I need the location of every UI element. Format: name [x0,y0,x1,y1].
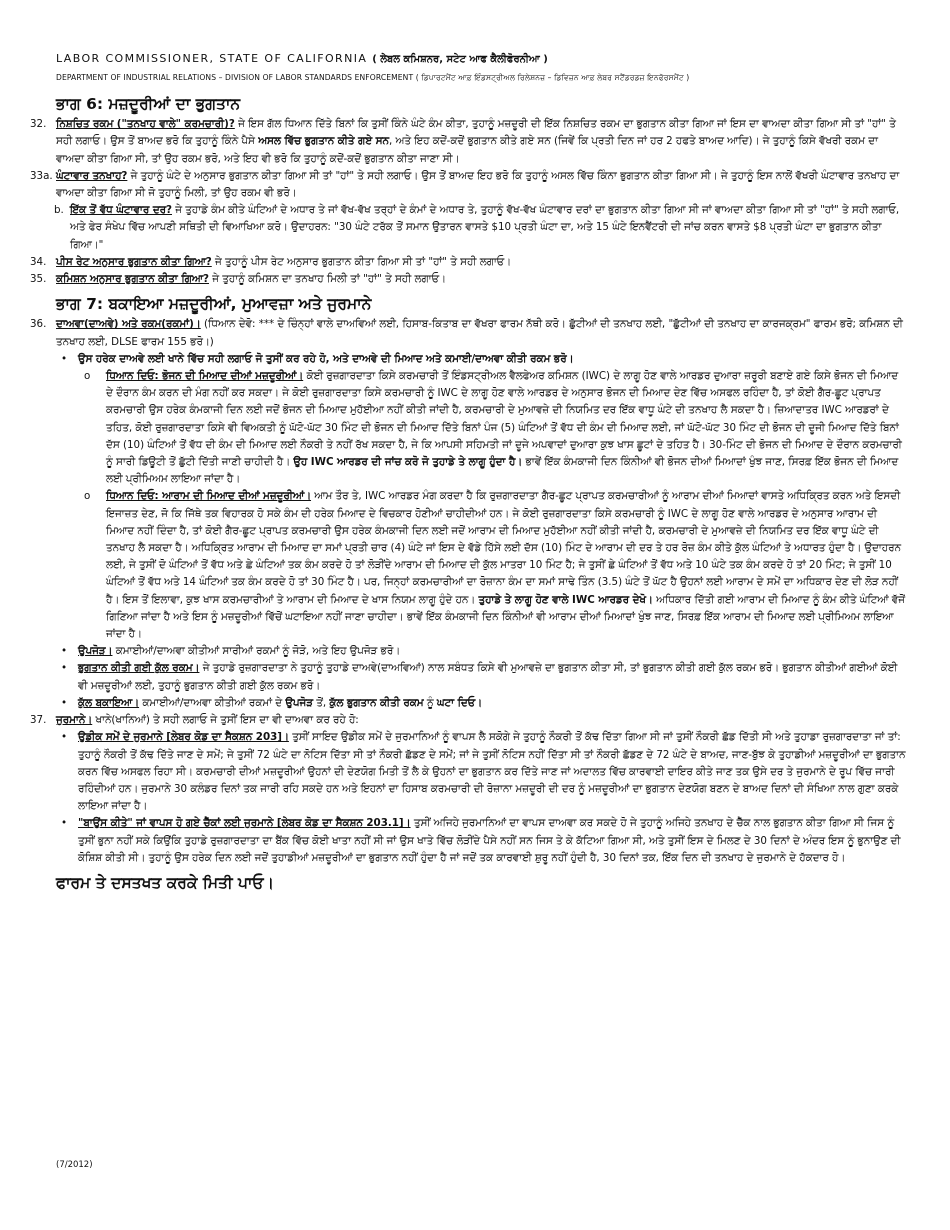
sub-text: ਅਧਿਕਾਰ ਦਿੱਤੀ ਗਈ ਆਰਾਮ ਦੀ ਮਿਆਦ ਨੂੰ ਕੰਮ ਕੀਤੇ ਘੰਟਿਆਂ ਵੱਜੋਂ ਗਿਣਿਆ ਜਾਂਦਾ ਹੈ ਅਤੇ ਇਸ ਨੂੰ ਮਜ਼ਦੂਰੀਆਂ ਵਿੱਚੋਂ ਘਟਾਇਆ ਨਹੀਂ ਜਾਣਾ ਚਾਹੀਦਾ। ਭਾਵੇਂ ਇੱਕ ਕੰਮਕਾਜੀ ਦਿਨ ਕਿੰਨੀਆਂ ਵੀ ਆਰਾਮ ਦੀਆਂ ਮਿਆਦਾਂ ਖੁੰਝ ਜਾਣ, ਸਿਰਫ਼ ਇੱਕ ਆਰਾਮ ਦੀ ਮਿਆਦ ਲਈ ਪ੍ਰੀਮਿਅਮ ਲਾਇਆ ਜਾਂਦਾ ਹੈ। [106,593,905,641]
item-37 [30,712,906,729]
sub-rest-period [56,488,906,643]
item-32 [30,116,906,168]
sub-bold-text: ਤੁਹਾਡੇ ਤੇ ਲਾਗੂ ਹੋਣ ਵਾਲੇ IWC ਆਰਡਰ ਦੇਖੋ। [478,593,653,606]
bullet-total-paid [56,660,906,694]
item-34 [30,254,906,271]
circle-bullet-icon: o [84,370,91,383]
bullet-icon: • [61,662,68,675]
bullet-bold-text: ਕੁੱਲ ਭੁਗਤਾਨ ਕੀਤੀ ਰਕਮ [329,696,424,709]
bullet-heading: ਕੁੱਲ ਬਕਾਇਆ। [78,696,140,709]
item-heading: ਪੀਸ ਰੇਟ ਅਨੁਸਾਰ ਭੁਗਤਾਨ ਕੀਤਾ ਗਿਆ? [56,255,212,268]
item-bold-text: ਅਸਲ ਵਿੱਚ ਭੁਗਤਾਨ ਕੀਤੇ ਗਏ ਸਨ [258,135,389,148]
item-33a [30,168,906,202]
item-text: ਜੇ ਤੁਹਾਨੂੰ ਘੰਟੇ ਦੇ ਅਨੁਸਾਰ ਭੁਗਤਾਨ ਕੀਤਾ ਗਿਆ ਸੀ ਤਾਂ "ਹਾਂ" ਤੇ ਸਹੀ ਲਗਾਓ। ਉਸ ਤੋਂ ਬਾਅਦ ਇਹ ਭਰੋ ਕਿ ਤੁਹਾਨੂੰ ਅਸਲ ਵਿੱਚ ਕਿੰਨਾ ਭੁਗਤਾਨ ਕੀਤਾ ਗਿਆ ਸੀ। ਜੇ ਤੁਹਾਨੂੰ ਇਸ ਨਾਲੋਂ ਵੱਖਰੀ ਘੰਟਾਵਾਰ ਤਨਖਾਹ ਦਾ ਵਾਅਦਾ ਕੀਤਾ ਗਿਆ ਸੀ ਜੋ ਤੁਹਾਨੂੰ ਮਿਲੀ, ਤਾਂ ਉਹ ਰਕਮ ਵੀ ਭਰੋ। [56,169,900,200]
sub-meal-period [56,368,906,488]
item-text: , ਅਤੇ ਇਹ ਕਦੋਂ-ਕਦੋਂ ਭੁਗਤਾਨ ਕੀਤੇ ਗਏ ਸਨ (ਜਿਵੇਂ ਕਿ ਪ੍ਰਤੀ ਦਿਨ ਜਾਂ ਹਰ 2 ਹਫਤੇ ਬਾਅਦ ਆਦਿ)। ਜੇ ਤੁਹਾਨੂੰ ਕਿਸੇ ਵੱਖਰੀ ਰਕਮ ਦਾ ਵਾਅਦਾ ਕੀਤਾ ਗਿਆ ਸੀ, ਤਾਂ ਉਹ ਰਕਮ ਭਰੋ, ਅਤੇ ਇਹ ਵੀ ਭਰੋ ਕਿ ਤੁਹਾਨੂੰ ਕਦੋਂ-ਕਦੋਂ ਭੁਗਤਾਨ ਕੀਤਾ ਜਾਣਾ ਸੀ। [56,135,878,165]
item-number: 37. [30,714,47,727]
sub-text: ਕੋਈ ਰੁਜ਼ਗਾਰਦਾਤਾ ਕਿਸੇ ਕਰਮਚਾਰੀ ਤੋਂ ਇੰਡਸਟ੍ਰੀਅਲ ਵੈਲਫੇਅਰ ਕਮਿਸ਼ਨ (IWC) ਦੇ ਲਾਗੂ ਹੋਣ ਵਾਲੇ ਆਰਡਰ ਦੁਆਰਾ ਜ਼ਰੂਰੀ ਬਣਾਏ ਗਏ ਕਿਸੇ ਭੋਜਨ ਦੀ ਮਿਆਦ ਦੇ ਦੌਰਾਨ ਕੰਮ ਕਰਨ ਦੀ ਮੰਗ ਨਹੀਂ ਕਰ ਸਕਦਾ। ਜੇ ਕੋਈ ਰੁਜ਼ਗਾਰਦਾਤਾ ਕਿਸੇ ਕਰਮਚਾਰੀ ਨੂੰ IWC ਦੇ ਲਾਗੂ ਹੋਣ ਵਾਲੇ ਆਰਡਰ ਦੇ ਅਨੁਸਾਰ ਭੋਜਨ ਦੀ ਮਿਆਦ ਦੇਣ ਵਿੱਚ ਅਸਫਲ ਰਹਿੰਦਾ ਹੈ, ਤਾਂ ਕੋਈ ਗੈਰ-ਛੂਟ ਪ੍ਰਾਪਤ ਕਰਮਚਾਰੀ ਉਸ ਹਰੇਕ ਕੰਮਕਾਜੀ ਦਿਨ ਲਈ ਜਦੋਂ ਭੋਜਨ ਦੀ ਮਿਆਦ ਮੁਹੱਈਆ ਨਹੀਂ ਕੀਤੀ ਜਾਂਦੀ ਹੈ, ਕਰਮਚਾਰੀ ਦੇ ਮੁਆਵਜ਼ੇ ਦੀ ਨਿਯਮਿਤ ਦਰ ਇੱਕ ਵਾਧੂ ਘੰਟੇ ਦੀ ਤਨਖਾਹ ਲੈ ਸਕਦਾ ਹੈ। ਜ਼ਿਆਦਾਤਰ IWC ਆਰਡਰਾਂ ਦੇ ਤਹਿਤ, ਕੋਈ ਰੁਜ਼ਗਾਰਦਾਤਾ ਕਿਸੇ ਵੀ ਵਿਅਕਤੀ ਨੂੰ ਘੱਟੋ-ਘੱਟ 30 ਮਿੰਟ ਦੀ ਭੋਜਨ ਦੀ ਮਿਆਦ ਦਿੱਤੇ ਬਿਨਾਂ ਪੰਜ (5) ਘੰਟਿਆਂ ਤੋਂ ਵੱਧ ਦੀ ਕੰਮ ਦੀ ਮਿਆਦ ਲਈ, ਜਾਂ ਘੱਟੋ-ਘੱਟ 30 ਮਿੰਟ ਦੀ ਭੋਜਨ ਦੀ ਦੂਜੀ ਮਿਆਦ ਦਿੱਤੇ ਬਿਨਾਂ ਦੱਸ (10) ਘੰਟਿਆਂ ਤੋਂ ਵੱਧ ਦੀ ਕੰਮ ਦੀ ਮਿਆਦ ਲਈ ਨੌਕਰੀ ਤੇ ਨਹੀਂ ਰੱਖ ਸਕਦਾ ਹੈ, ਜੇ ਕਿ ਆਪਸੀ ਸਹਿਮਤੀ ਜਾਂ ਦੂਜੇ ਅਪਵਾਦਾਂ ਦੁਆਰਾ ਕੁਝ ਖਾਸ ਛੂਟਾਂ ਦੇ ਤਹਿਤ ਹੈ। 30-ਮਿੰਟ ਦੀ ਭੋਜਨ ਦੀ ਮਿਆਦ ਦੇ ਦੌਰਾਨ ਕਰਮਚਾਰੀ ਨੂੰ ਸਾਰੀ ਡਿਊਟੀ ਤੋਂ ਛੁੱਟੀ ਦਿੱਤੀ ਜਾਣੀ ਚਾਹੀਦੀ ਹੈ। [106,370,902,469]
item-number: 35. [30,273,47,286]
bullet-heading: ਉਡੀਕ ਸਮੇਂ ਦੇ ਜੁਰਮਾਨੇ [ਲੇਬਰ ਕੋਡ ਦਾ ਸੈਕਸ਼ਨ 203]। [78,731,289,744]
agency-name-pa: ( ਲੇਬਲ ਕਮਿਸ਼ਨਰ, ਸਟੇਟ ਆਫ ਕੈਲੀਫੋਰਨੀਆ ) [372,54,548,65]
item-text: ਜੇ ਤੁਹਾਨੂੰ ਕਮਿਸ਼ਨ ਦਾ ਤਨਖਾਹ ਮਿਲੀ ਤਾਂ "ਹਾਂ" ਤੇ ਸਹੀ ਲਗਾਓ। [209,273,446,286]
bullet-icon: • [61,817,68,830]
item-text: ਜੇ ਤੁਹਾਨੂੰ ਪੀਸ ਰੇਟ ਅਨੁਸਾਰ ਭੁਗਤਾਨ ਕੀਤਾ ਗਿਆ ਸੀ ਤਾਂ "ਹਾਂ" ਤੇ ਸਹੀ ਲਗਾਓ। [211,255,512,268]
bullet-icon: • [61,352,68,365]
bullet-text: ਉਸ ਹਰੇਕ ਦਾਅਵੇ ਲਈ ਖਾਨੇ ਵਿੱਚ ਸਹੀ ਲਗਾਓ ਜੋ ਤੁਸੀਂ ਕਰ ਰਹੇ ਹੋ, ਅਤੇ ਦਾਅਵੇ ਦੀ ਮਿਆਦ ਅਤੇ ਕਮਾਈ/ਦਾਅਵਾ ਕੀਤੀ ਰਕਮ ਭਰੋ। [78,352,574,365]
document-page [30,52,906,1170]
item-heading: ਘੰਟਾਵਾਰ ਤਨਖਾਹ? [56,169,128,182]
item-36 [30,316,906,350]
agency-header [56,52,906,66]
item-heading: ਜੁਰਮਾਨੇ। [56,714,93,727]
bullet-subtotal [56,643,906,660]
item-text: ਜੇ ਇਸ ਗੱਲ ਧਿਆਨ ਦਿੱਤੇ ਬਿਨਾਂ ਕਿ ਤੁਸੀਂ ਕਿੰਨੇ ਘੰਟੇ ਕੰਮ ਕੀਤਾ, ਤੁਹਾਨੂੰ ਮਜ਼ਦੂਰੀ ਦੀ ਇੱਕ ਨਿਸ਼ਚਿਤ ਰਕਮ ਦਾ ਭੁਗਤਾਨ ਕੀਤਾ ਗਿਆ ਜਾਂ ਇਸ ਦਾ ਵਾਅਦਾ ਕੀਤਾ ਗਿਆ ਸੀ ਤਾਂ "ਹਾਂ" ਤੇ ਸਹੀ ਲਗਾਓ। ਉਸ ਤੋਂ ਬਾਅਦ ਭਰੋ ਕਿ ਤੁਹਾਨੂੰ ਕਿੰਨੇ ਪੈਸੇ [56,118,896,148]
item-heading: ਇੱਕ ਤੋਂ ਵੱਧ ਘੰਟਾਵਾਰ ਦਰ? [70,204,172,217]
agency-name-en: LABOR COMMISSIONER, STATE OF CALIFORNIA [56,52,368,65]
sub-text: ਭਾਵੇਂ ਇੱਕ ਕੰਮਕਾਜੀ ਦਿਨ ਕਿੰਨੀਆਂ ਵੀ ਭੋਜਨ ਦੀਆਂ ਮਿਆਦਾਂ ਖੁੰਝ ਜਾਣ, ਸਿਰਫ਼ ਇੱਕ ਭੋਜਨ ਦੀ ਮਿਆਦ ਲਈ ਪ੍ਰੀਮਿਅਮ ਲਾਇਆ ਜਾਂਦਾ ਹੈ। [106,456,899,486]
item-number: 34. [30,255,47,268]
bullet-waiting-time-penalty [56,729,906,815]
bullet-heading: ਭੁਗਤਾਨ ਕੀਤੀ ਗਈ ਕੁੱਲ ਰਕਮ। [78,662,200,675]
department-name-en: DEPARTMENT OF INDUSTRIAL RELATIONS – DIVISION OF LABOR STANDARDS ENFORCEMENT [56,73,414,82]
bullet-text: ਜੇ ਤੁਹਾਡੇ ਰੁਜ਼ਗਾਰਦਾਤਾ ਨੇ ਤੁਹਾਨੂੰ ਤੁਹਾਡੇ ਦਾਅਵੇ(ਦਾਅਵਿਆਂ) ਨਾਲ ਸਬੰਧਤ ਕਿਸੇ ਵੀ ਮੁਆਵਜ਼ੇ ਦਾ ਭੁਗਤਾਨ ਕੀਤਾ ਸੀ, ਤਾਂ ਭੁਗਤਾਨ ਕੀਤੀ ਗਈ ਕੁੱਲ ਰਕਮ ਭਰੋ। ਭੁਗਤਾਨ ਕੀਤੀਆਂ ਗਈਆਂ ਕੋਈ ਵੀ ਮਜ਼ਦੂਰੀਆਂ ਲਈ, ਤੁਹਾਨੂੰ ਭੁਗਤਾਨ ਕੀਤੀ ਗਈ ਕੁੱਲ ਰਕਮ ਭਰੋ। [78,662,898,692]
department-header [56,73,906,82]
bullet-total-due [56,695,906,712]
sub-heading: ਧਿਆਨ ਦਿਓ: ਆਰਾਮ ਦੀ ਮਿਆਦ ਦੀਆਂ ਮਜ਼ਦੂਰੀਆਂ। [106,490,312,503]
bullet-text: ਤੁਸੀਂ ਅਜਿਹੇ ਜੁਰਮਾਨਿਆਂ ਦਾ ਵਾਪਸ ਦਾਅਵਾ ਕਰ ਸਕਦੇ ਹੋ ਜੇ ਤੁਹਾਨੂੰ ਅਜਿਹੇ ਤਨਖਾਹ ਦੇ ਚੈੱਕ ਨਾਲ ਭੁਗਤਾਨ ਕੀਤਾ ਗਿਆ ਸੀ ਜਿਸ ਨੂੰ ਤੁਸੀਂ ਭੁਨਾ ਨਹੀਂ ਸਕੇ ਕਿਉਂਕਿ ਤੁਹਾਡੇ ਰੁਜ਼ਗਾਰਦਾਤਾ ਦਾ ਬੈਂਕ ਵਿੱਚ ਕੋਈ ਖਾਤਾ ਨਹੀਂ ਸੀ ਜਾਂ ਉਸ ਖਾਤੇ ਵਿੱਚ ਲੋੜੀਂਦੇ ਪੈਸੇ ਨਹੀਂ ਸਨ ਜਿਸ ਤੇ ਕੇ ਕੱਟਿਆ ਗਿਆ ਸੀ, ਅਤੇ ਤੁਸੀਂ ਇਸ ਦੇ ਮਿਲਣ ਦੇ 30 ਦਿਨਾਂ ਦੇ ਅੰਦਰ ਇਸ ਨੂੰ ਭੁਨਾਉਣ ਦੀ ਕੋਸ਼ਿਸ਼ ਕੀਤੀ ਸੀ। ਤੁਹਾਨੂੰ ਉਸ ਹਰੇਕ ਦਿਨ ਲਈ ਜਦੋਂ ਤੁਹਾਡੀਆਂ ਮਜ਼ਦੂਰੀਆਂ ਦਾ ਭੁਗਤਾਨ ਨਹੀਂ ਹੁੰਦਾ ਹੈ ਜਾਂ ਜਦੋਂ ਤਕ ਕਾਰਵਾਈ ਸ਼ੁਰੂ ਨਹੀਂ ਹੁੰਦੀ ਹੈ, 30 ਦਿਨਾਂ ਤਕ, ਇੱਕ ਦਿਨ ਦੀ ਤਨਖਾਹ ਦੇ ਜੁਰਮਾਨੇ ਦੇ ਹੱਕਦਾਰ ਹੋ। [78,817,901,864]
item-number: 32. [30,118,47,131]
item-number: b. [54,204,64,217]
sub-text: ਆਮ ਤੌਰ ਤੇ, IWC ਆਰਡਰ ਮੰਗ ਕਰਦਾ ਹੈ ਕਿ ਰੁਜ਼ਗਾਰਦਾਤਾ ਗੈਰ-ਛੂਟ ਪ੍ਰਾਪਤ ਕਰਮਚਾਰੀਆਂ ਨੂੰ ਆਰਾਮ ਦੀਆਂ ਮਿਆਦਾਂ ਵਾਸਤੇ ਅਧਿਕ੍ਰਿਤ ਕਰਨ ਅਤੇ ਇਸਦੀ ਇਜਾਜ਼ਤ ਦੇਣ, ਜੋ ਕਿ ਜਿੱਥੇ ਤਕ ਵਿਹਾਰਕ ਹੋ ਸਕੇ ਕੰਮ ਦੀ ਹਰੇਕ ਮਿਆਦ ਦੇ ਵਿਚਕਾਰ ਹੋਣੀਆਂ ਚਾਹੀਦੀਆਂ ਹਨ। ਜੇ ਕੋਈ ਰੁਜ਼ਗਾਰਦਾਤਾ ਕਿਸੇ ਕਰਮਚਾਰੀ ਨੂੰ IWC ਦੇ ਲਾਗੂ ਹੋਣ ਵਾਲੇ ਆਰਡਰ ਦੇ ਅਨੁਸਾਰ ਆਰਾਮ ਦੀ ਮਿਆਦ ਨਹੀਂ ਦਿੰਦਾ ਹੈ, ਤਾਂ ਕੋਈ ਗੈਰ-ਛੂਟ ਪ੍ਰਾਪਤ ਕਰਮਚਾਰੀ ਉਸ ਹਰੇਕ ਕੰਮਕਾਜੀ ਦਿਨ ਲਈ ਜਦੋਂ ਆਰਾਮ ਦੀ ਮਿਆਦ ਮੁਹੱਈਆ ਨਹੀਂ ਕੀਤੀ ਜਾਂਦੀ ਹੈ, ਕਰਮਚਾਰੀ ਦੇ ਮੁਆਵਜ਼ੇ ਦੀ ਨਿਯਮਿਤ ਦਰ ਇੱਕ ਵਾਧੂ ਘੰਟੇ ਦੀ ਤਨਖਾਹ ਲੈ ਸਕਦਾ ਹੈ। ਅਧਿਕ੍ਰਿਤ ਆਰਾਮ ਦੀ ਮਿਆਦ ਦਾ ਸਮਾਂ ਪ੍ਰਤੀ ਚਾਰ (4) ਘੰਟੇ ਜਾਂ ਇਸ ਦੇ ਵੱਡੇ ਹਿੱਸੇ ਲਈ ਦੱਸ (10) ਮਿੰਟ ਦੇ ਆਰਾਮ ਦੀ ਦਰ ਤੇ ਹਰ ਰੋਜ਼ ਕੰਮ ਕੀਤੇ ਕੁੱਲ ਘੰਟਿਆਂ ਤੇ ਅਧਾਰਤ ਹੁੰਦਾ ਹੈ। ਉਦਾਹਰਨ ਲਈ, ਜੇ ਤੁਸੀਂ ਦੋ ਘੰਟਿਆਂ ਤੋਂ ਵੱਧ ਅਤੇ ਛੇ ਘੰਟਿਆਂ ਤਕ ਕੰਮ ਕਰਦੇ ਹੋ ਤਾਂ ਲੋੜੀਂਦੇ ਆਰਾਮ ਦੀ ਮਿਆਦ ਦੀ ਕੁੱਲ ਮਾਤਰਾ 10 ਮਿੰਟ ਹੈ; ਜੇ ਤੁਸੀਂ ਛੇ ਘੰਟਿਆਂ ਤੋਂ ਵੱਧ ਅਤੇ 10 ਘੰਟੇ ਤਕ ਕੰਮ ਕਰਦੇ ਹੋ ਤਾਂ 20 ਮਿੰਟ; ਜੇ ਤੁਸੀਂ 10 ਘੰਟਿਆਂ ਤੋਂ ਵੱਧ ਅਤੇ 14 ਘੰਟਿਆਂ ਤਕ ਕੰਮ ਕਰਦੇ ਹੋ ਤਾਂ 30 ਮਿੰਟ ਹੈ। ਪਰ, ਜਿਨ੍ਹਾਂ ਕਰਮਚਾਰੀਆਂ ਦਾ ਰੋਜ਼ਾਨਾ ਕੰਮ ਦਾ ਸਮਾਂ ਸਾਢੇ ਤਿੰਨ (3.5) ਘੰਟੇ ਤੋਂ ਘੱਟ ਹੈ ਉਹਨਾਂ ਲਈ ਆਰਾਮ ਦੇ ਸਮੇਂ ਦਾ ਅਧਿਕਾਰ ਦੇਣ ਦੀ ਲੋੜ ਨਹੀਂ ਹੈ। ਇਸ ਤੋਂ ਇਲਾਵਾ, ਕੁਝ ਖਾਸ ਕਰਮਚਾਰੀਆਂ ਤੇ ਆਰਾਮ ਦੀ ਮਿਆਦ ਦੇ ਖਾਸ ਨਿਯਮ ਲਾਗੂ ਹੁੰਦੇ ਹਨ। [106,490,901,606]
bullet-icon: • [61,645,68,658]
bullet-heading: ਉਪਜੋੜ। [78,645,113,658]
circle-bullet-icon: o [84,490,91,503]
bullet-heading: "ਬਾਉਂਸ ਕੀਤੇ" ਜਾਂ ਵਾਪਸ ਹੋ ਗਏ ਚੈੱਕਾਂ ਲਈ ਜੁਰਮਾਨੇ [ਲੇਬਰ ਕੋਡ ਦਾ ਸੈਕਸ਼ਨ 203.1]। [78,817,411,830]
item-heading: ਕਮਿਸ਼ਨ ਅਨੁਸਾਰ ਭੁਗਤਾਨ ਕੀਤਾ ਗਿਆ? [56,273,209,286]
part7-title: ਭਾਗ 7: ਬਕਾਇਆ ਮਜ਼ਦੂਰੀਆਂ, ਮੁਆਵਜ਼ਾ ਅਤੇ ਜੁਰਮਾਨੇ [56,295,372,314]
bullet-text: ਤੁਸੀਂ ਸਾਇਦ ਉਡੀਕ ਸਮੇਂ ਦੇ ਜੁਰਮਾਨਿਆਂ ਨੂੰ ਵਾਪਸ ਲੈ ਸਕੋਗੇ ਜੇ ਤੁਹਾਨੂੰ ਨੌਕਰੀ ਤੋਂ ਕੱਢ ਦਿੱਤਾ ਗਿਆ ਸੀ ਜਾਂ ਤੁਸੀਂ ਨੌਕਰੀ ਛੱਡ ਦਿੱਤੀ ਸੀ ਅਤੇ ਤੁਹਾਡਾ ਰੁਜ਼ਗਾਰਦਾਤਾ ਜਾਂ ਤਾਂ: ਤੁਹਾਨੂੰ ਨੌਕਰੀ ਤੋਂ ਕੱਢ ਦਿੱਤੇ ਜਾਣ ਦੇ ਸਮੇਂ; ਜੇ ਤੁਸੀਂ 72 ਘੰਟੇ ਦਾ ਨੋਟਿਸ ਦਿੱਤਾ ਸੀ ਤਾਂ ਨੌਕਰੀ ਛੱਡਣ ਦੇ ਸਮੇਂ; ਜਾਂ ਜੇ ਤੁਸੀਂ ਨੋਟਿਸ ਨਹੀਂ ਦਿੱਤਾ ਸੀ ਤਾਂ ਨੌਕਰੀ ਛੱਡਣ ਦੇ 72 ਘੰਟੇ ਦੇ ਬਾਅਦ, ਜਾਣ-ਬੁੱਝ ਕੇ ਤੁਹਾਡੀਆਂ ਮਜ਼ਦੂਰੀਆਂ ਦਾ ਭੁਗਤਾਨ ਕਰਨ ਵਿੱਚ ਅਸਫਲ ਰਿਹਾ ਸੀ। ਕਰਮਚਾਰੀ ਦੀਆਂ ਮਜ਼ਦੂਰੀਆਂ ਉਹਨਾਂ ਦੀ ਦੇਣਯੋਗ ਮਿਤੀ ਤੋਂ ਲੈ ਕੇ ਉਹਨਾਂ ਦਾ ਭੁਗਤਾਨ ਕਰ ਦਿੱਤੇ ਜਾਣ ਜਾਂ ਅਦਾਲਤ ਵਿੱਚ ਕਾਰਵਾਈ ਦਾਇਰ ਕੀਤੇ ਜਾਣ ਤਕ ਉਸੇ ਦਰ ਤੇ ਜੁਰਮਾਨੇ ਦੇ ਰੂਪ ਵਿੱਚ ਜਾਰੀ ਰਹਿੰਦੀਆਂ ਹਨ। ਜੁਰਮਾਨੇ 30 ਕਲੰਡਰ ਦਿਨਾਂ ਤਕ ਜਾਰੀ ਰਹਿ ਸਕਦੇ ਹਨ ਅਤੇ ਇਹਨਾਂ ਦਾ ਹਿਸਾਬ ਕਰਮਚਾਰੀ ਦੀ ਰੋਜ਼ਾਨਾ ਮਜ਼ਦੂਰੀ ਦੀ ਦਰ ਨੂੰ ਮਜ਼ਦੂਰੀਆਂ ਦਾ ਭੁਗਤਾਨ ਦੇਣਯੋਗ ਬਣਨ ਦੇ ਬਾਅਦ ਦਿਨਾਂ ਦੀ ਸੰਖਿਆ ਨਾਲ ਗੁਣਾ ਕਰਕੇ ਲਾਇਆ ਜਾਂਦਾ ਹੈ। [78,731,906,813]
sign-and-date-title: ਫਾਰਮ ਤੇ ਦਸਤਖਤ ਕਰਕੇ ਮਿਤੀ ਪਾਓ। [56,873,275,892]
bullet-text: ਕਮਾਈਆਂ/ਦਾਅਵਾ ਕੀਤੀਆਂ ਸਾਰੀਆਂ ਰਕਮਾਂ ਨੂੰ ਜੋੜੋ, ਅਤੇ ਇਹ ਉਪਜੋੜ ਭਰੋ। [112,645,401,658]
item-heading: ਦਾਅਵਾ(ਦਾਅਵੇ) ਅਤੇ ਰਕਮ(ਰਕਮਾਂ)। [56,318,201,331]
bullet-icon: • [61,696,68,709]
item-number: 36. [30,318,47,331]
sub-heading: ਧਿਆਨ ਦਿਓ: ਭੋਜਨ ਦੀ ਮਿਆਦ ਦੀਆਂ ਮਜ਼ਦੂਰੀਆਂ। [106,370,304,383]
item-33b [56,202,906,254]
bullet-text: ਕਮਾਈਆਂ/ਦਾਅਵਾ ਕੀਤੀਆਂ ਰਕਮਾਂ ਦੇ [139,696,286,709]
bullet-bounced-check-penalty [56,815,906,867]
bullet-text: ਨੂੰ [423,696,437,709]
sub-bold-text: ਉਹ IWC ਆਰਡਰ ਦੀ ਜਾਂਚ ਕਰੋ ਜੋ ਤੁਹਾਡੇ ਤੇ ਲਾਗੂ ਹੁੰਦਾ ਹੈ। [293,456,523,469]
item-text: ਖਾਨੇ(ਖਾਨਿਆਂ) ਤੇ ਸਹੀ ਲਗਾਓ ਜੇ ਤੁਸੀਂ ਇਸ ਦਾ ਵੀ ਦਾਅਵਾ ਕਰ ਰਹੇ ਹੋ: [92,714,359,727]
bullet-claims [56,351,906,368]
item-text: ਜੇ ਤੁਹਾਡੇ ਕੰਮ ਕੀਤੇ ਘੰਟਿਆਂ ਦੇ ਅਧਾਰ ਤੇ ਜਾਂ ਵੱਖ-ਵੱਖ ਤਰ੍ਹਾਂ ਦੇ ਕੰਮਾਂ ਦੇ ਅਧਾਰ ਤੇ, ਤੁਹਾਨੂੰ ਵੱਖ-ਵੱਖ ਘੰਟਾਵਾਰ ਦਰਾਂ ਦਾ ਭੁਗਤਾਨ ਕੀਤਾ ਗਿਆ ਸੀ ਜਾਂ ਵਾਅਦਾ ਕੀਤਾ ਗਿਆ ਸੀ ਤਾਂ "ਹਾਂ" ਤੇ ਸਹੀ ਲਗਾਓ, ਅਤੇ ਫੇਰ ਸੰਖੇਪ ਵਿੱਚ ਆਪਣੀ ਸਥਿਤੀ ਦੀ ਵਿਆਖਿਆ ਕਰੋ। ਉਦਾਹਰਨ: "30 ਘੰਟੇ ਟਰੱਕ ਤੋਂ ਸਮਾਨ ਉਤਾਰਨ ਵਾਸਤੇ $10 ਪ੍ਰਤੀ ਘੰਟਾ ਦਾ, ਅਤੇ 15 ਘੰਟੇ ਇਨਵੈਂਟਰੀ ਦੀ ਜਾਂਚ ਕਰਨ ਵਾਸਤੇ $8 ਪ੍ਰਤੀ ਘੰਟਾ ਦਾ ਭੁਗਤਾਨ ਕੀਤਾ ਗਿਆ।" [70,204,900,251]
bullet-text: ਤੋਂ, [312,696,330,709]
part6-title: ਭਾਗ 6: ਮਜ਼ਦੂਰੀਆਂ ਦਾ ਭੁਗਤਾਨ [56,95,241,114]
bullet-icon: • [61,731,68,744]
item-35 [30,271,906,288]
item-text: (ਧਿਆਨ ਦੇਵੋ: *** ਦੇ ਚਿੰਨ੍ਹਾਂ ਵਾਲੇ ਦਾਅਵਿਆਂ ਲਈ, ਹਿਸਾਬ-ਕਿਤਾਬ ਦਾ ਵੱਖਰਾ ਫਾਰਮ ਨੱਥੀ ਕਰੋ। ਛੁੱਟੀਆਂ ਦੀ ਤਨਖਾਹ ਲਈ, "ਛੁੱਟੀਆਂ ਦੀ ਤਨਖਾਹ ਦਾ ਕਾਰਜਕ੍ਰਮ" ਫਾਰਮ ਭਰੋ; ਕਮਿਸ਼ਨ ਦੀ ਤਨਖਾਹ ਲਈ, DLSE ਫਾਰਮ 155 ਭਰੋ।) [56,318,903,348]
item-heading: ਨਿਸ਼ਚਿਤ ਰਕਮ ("ਤਨਖਾਹ ਵਾਲੇ" ਕਰਮਚਾਰੀ)? [56,118,235,131]
item-number: 33a. [30,169,53,182]
bullet-bold-text: ਉਪਜੋੜ [285,696,313,709]
department-name-pa: ( ਡਿਪਾਰਟਮੈਂਟ ਆਫ਼ ਇੰਡਸਟ੍ਰੀਅਲ ਰਿਲੇਸ਼ਨਜ਼ – ਡਿਵਿਜ਼ਨ ਆਫ਼ ਲੇਬਰ ਸਟੈਂਡਰਡਜ਼ ਇਨਫੋਰਸਮੈਂਟ ) [415,73,690,82]
bullet-bold-text: ਘਟਾ ਦਿਓ। [436,696,483,709]
revision-date: (7/2012) [56,1160,93,1170]
